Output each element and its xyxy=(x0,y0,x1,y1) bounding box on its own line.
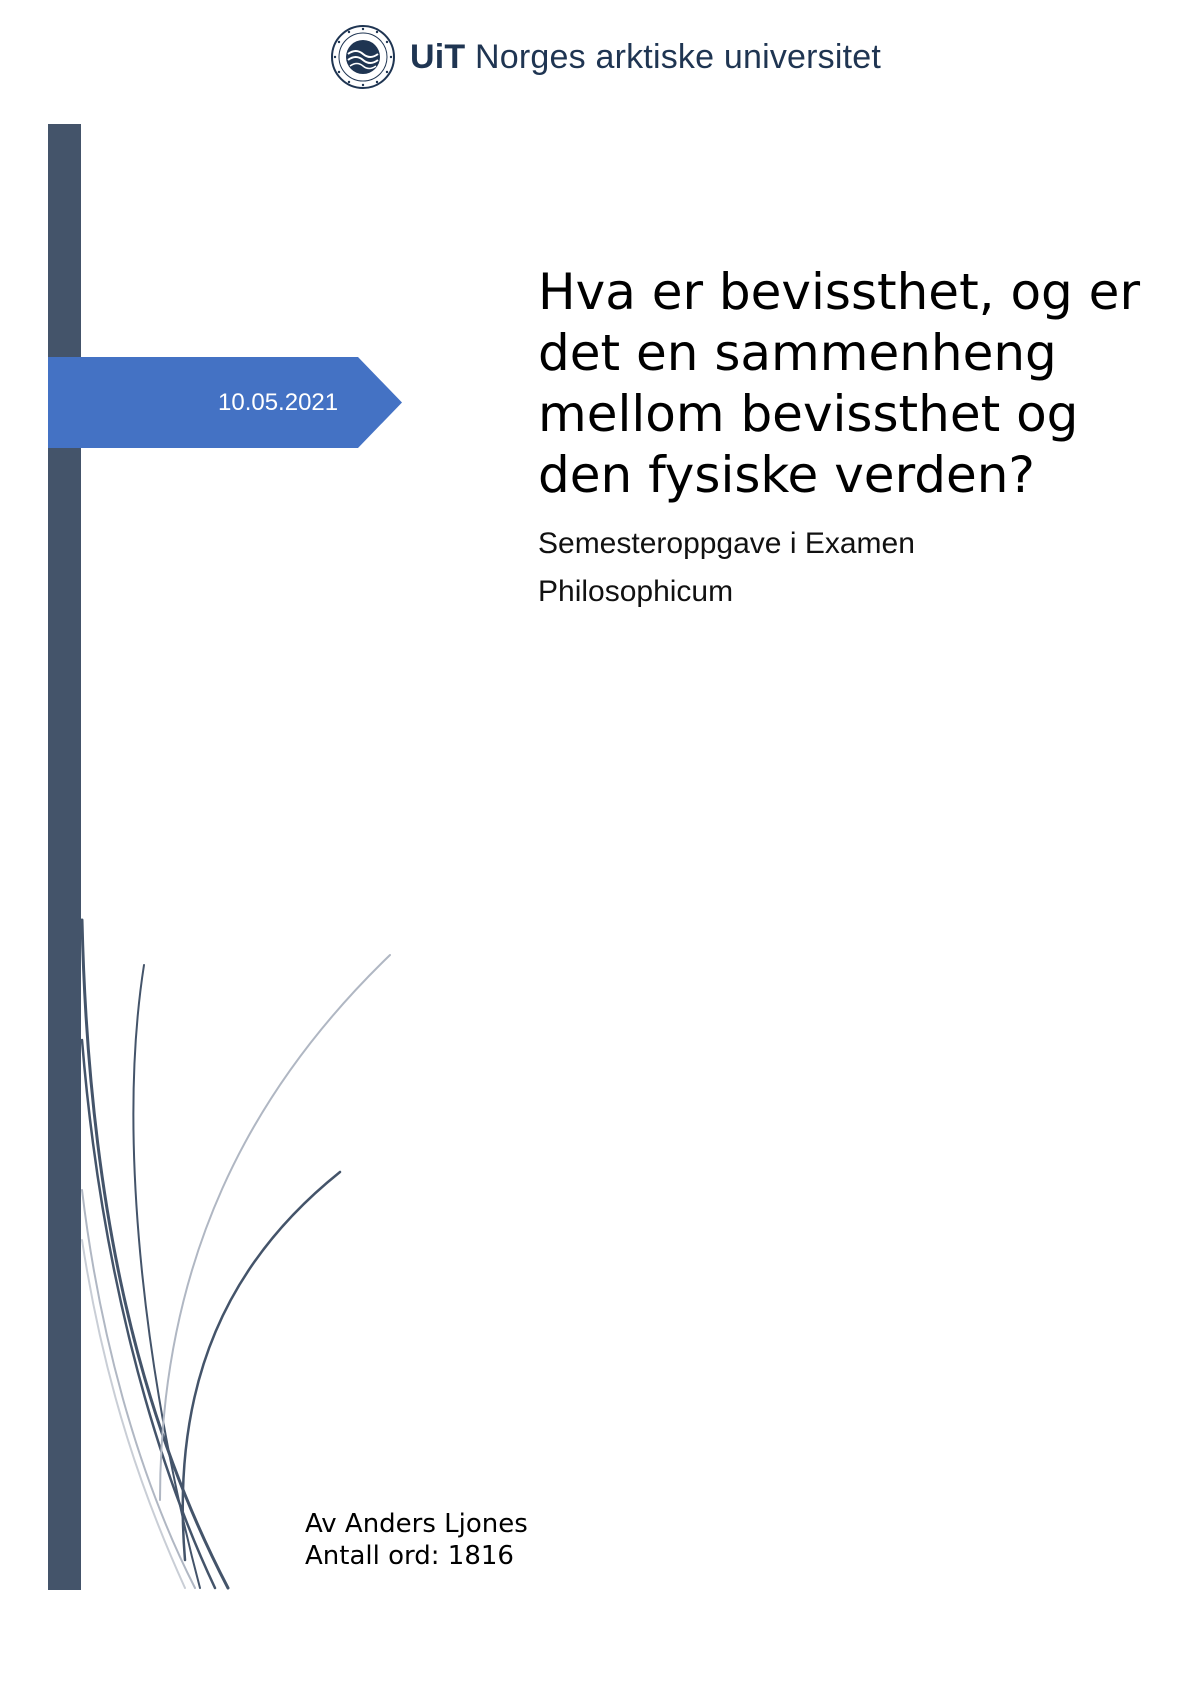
logo-name: Norges arktiske universitet xyxy=(475,37,882,76)
university-logo xyxy=(330,24,881,90)
document-subtitle: Semesteroppgave i Examen Philosophicum xyxy=(538,527,915,608)
document-title: Hva er bevissthet, og er det en sammenheng mellom bevissthet og den fysiske verden? xyxy=(538,263,1141,504)
author-byline: Av Anders Ljones xyxy=(305,1509,528,1539)
title-block xyxy=(538,262,1158,616)
uit-seal-icon xyxy=(330,24,396,90)
sidebar-bar xyxy=(48,124,81,1590)
author-block xyxy=(305,1508,528,1572)
logo-prefix: UiT xyxy=(410,37,466,76)
word-count: Antall ord: 1816 xyxy=(305,1541,514,1571)
university-name xyxy=(410,38,881,77)
date-banner xyxy=(48,357,402,448)
document-date: 10.05.2021 xyxy=(218,389,339,416)
